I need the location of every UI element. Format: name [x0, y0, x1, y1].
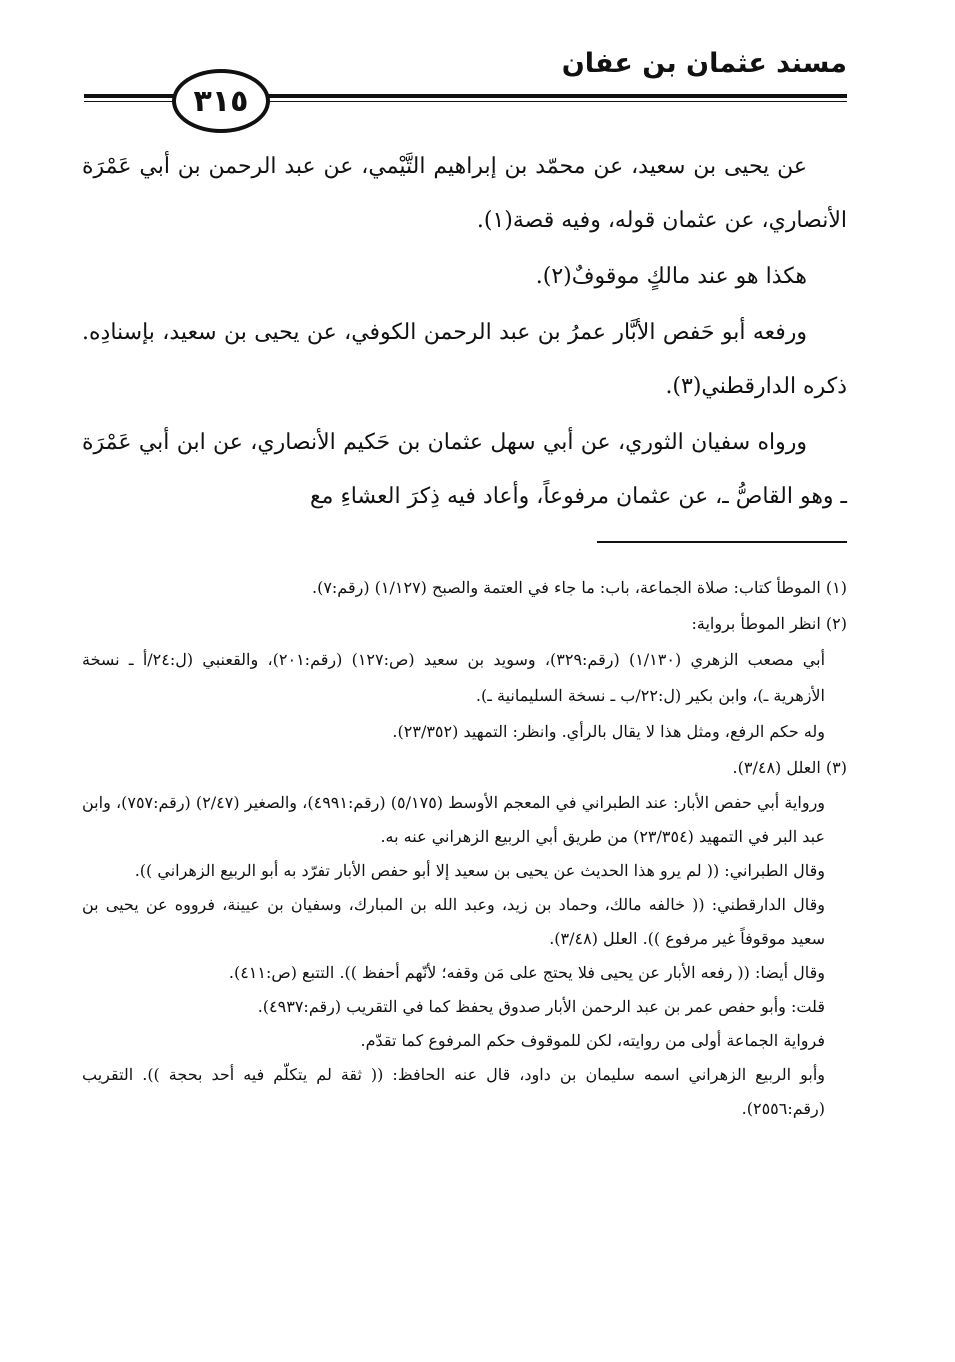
page-number-badge: ٣١٥ [172, 69, 270, 133]
footnote-line: ورواية أبي حفص الأبار: عند الطبراني في المعجم الأوسط (٥/١٧٥) (رقم:٤٩٩١)، والصغير (٢/٤٧) (رقم:٧٥٧)، وابن عبد البر في التمهيد (٢٣/٣٥٤) من طريق أبي الربيع الزهراني عنه به. [82, 793, 826, 846]
footnote-line: وقال أيضا: (( رفعه الأبار عن يحيى فلا يحتج على مَن وقفه؛ لأنّهم أحفظ )). التتبع (ص:٤١١). [228, 963, 825, 982]
footnote-line: وأبو الربيع الزهراني اسمه سليمان بن داود، قال عنه الحافظ: (( ثقة لم يتكلّم فيه أحد بحجة )). التقريب (رقم:٢٥٥٦). [82, 1065, 825, 1118]
footnote-line: وقال الطبراني: (( لم يرو هذا الحديث عن يحيى بن سعيد إلا أبو حفص الأبار تفرّد به أبو الربيع الزهراني )). [134, 861, 825, 880]
footnote-line: (١) الموطأ كتاب: صلاة الجماعة، باب: ما جاء في العتمة والصبح (١/١٢٧) (رقم:٧). [311, 578, 847, 597]
header-rule-thick [258, 94, 847, 98]
footnote-line: أبي مصعب الزهري (١/١٣٠) (رقم:٣٢٩)، وسويد بن سعيد (ص:١٢٧) (رقم:٢٠١)، والقعنبي (ل:٢٤/أ ـ نسخة الأزهرية ـ)، وابن بكير (ل:٢٢/ب ـ نسخة السليمانية ـ). [82, 650, 826, 705]
header-rule-thin [258, 101, 847, 102]
footnote-separator [597, 541, 847, 543]
footnote-line: وقال الدارقطني: (( خالفه مالك، وحماد بن زيد، وعبد الله بن المبارك، وسفيان بن عيينة، فرووه عن يحيى بن سعيد موقوفاً غير مرفوع )). العلل (٣/٤٨). [82, 895, 826, 948]
footnote-line: قلت: وأبو حفص عمر بن عبد الرحمن الأبار صدوق يحفظ كما في التقريب (رقم:٤٩٣٧). [257, 997, 825, 1016]
footnote-line: (٣) العلل (٣/٤٨). [732, 758, 847, 777]
footnotes [82, 570, 847, 1126]
running-header-title: مسند عثمان بن عفان [561, 48, 847, 79]
body-paragraph: عن يحيى بن سعيد، عن محمّد بن إبراهيم التَّيْمي، عن عبد الرحمن بن أبي عَمْرَة الأنصاري، عن عثمان قوله، وفيه قصة(١). [82, 154, 847, 233]
footnote-line: فرواية الجماعة أولى من روايته، لكن للموقوف حكم المرفوع كما تقدّم. [360, 1031, 825, 1050]
footnote-line: (٢) انظر الموطأ برواية: [691, 614, 847, 633]
header-rule-left-thick [84, 94, 176, 98]
body-paragraph: هكذا هو عند مالكٍ موقوفٌ(٢). [535, 264, 807, 289]
header-rule-left-thin [84, 101, 176, 102]
body-paragraph: ورواه سفيان الثوري، عن أبي سهل عثمان بن حَكيم الأنصاري، عن ابن أبي عَمْرَة ـ وهو القاصُّ ـ، عن عثمان مرفوعاً، وأعاد فيه ذِكرَ العشاءِ مع [82, 430, 847, 509]
main-text [82, 140, 847, 526]
footnote-line: وله حكم الرفع، ومثل هذا لا يقال بالرأي. وانظر: التمهيد (٢٣/٣٥٢). [392, 722, 825, 741]
body-paragraph: ورفعه أبو حَفص الأبَّار عمرُ بن عبد الرحمن الكوفي، عن يحيى بن سعيد، بإسنادِه. ذكره الدارقطني(٣). [82, 320, 847, 399]
